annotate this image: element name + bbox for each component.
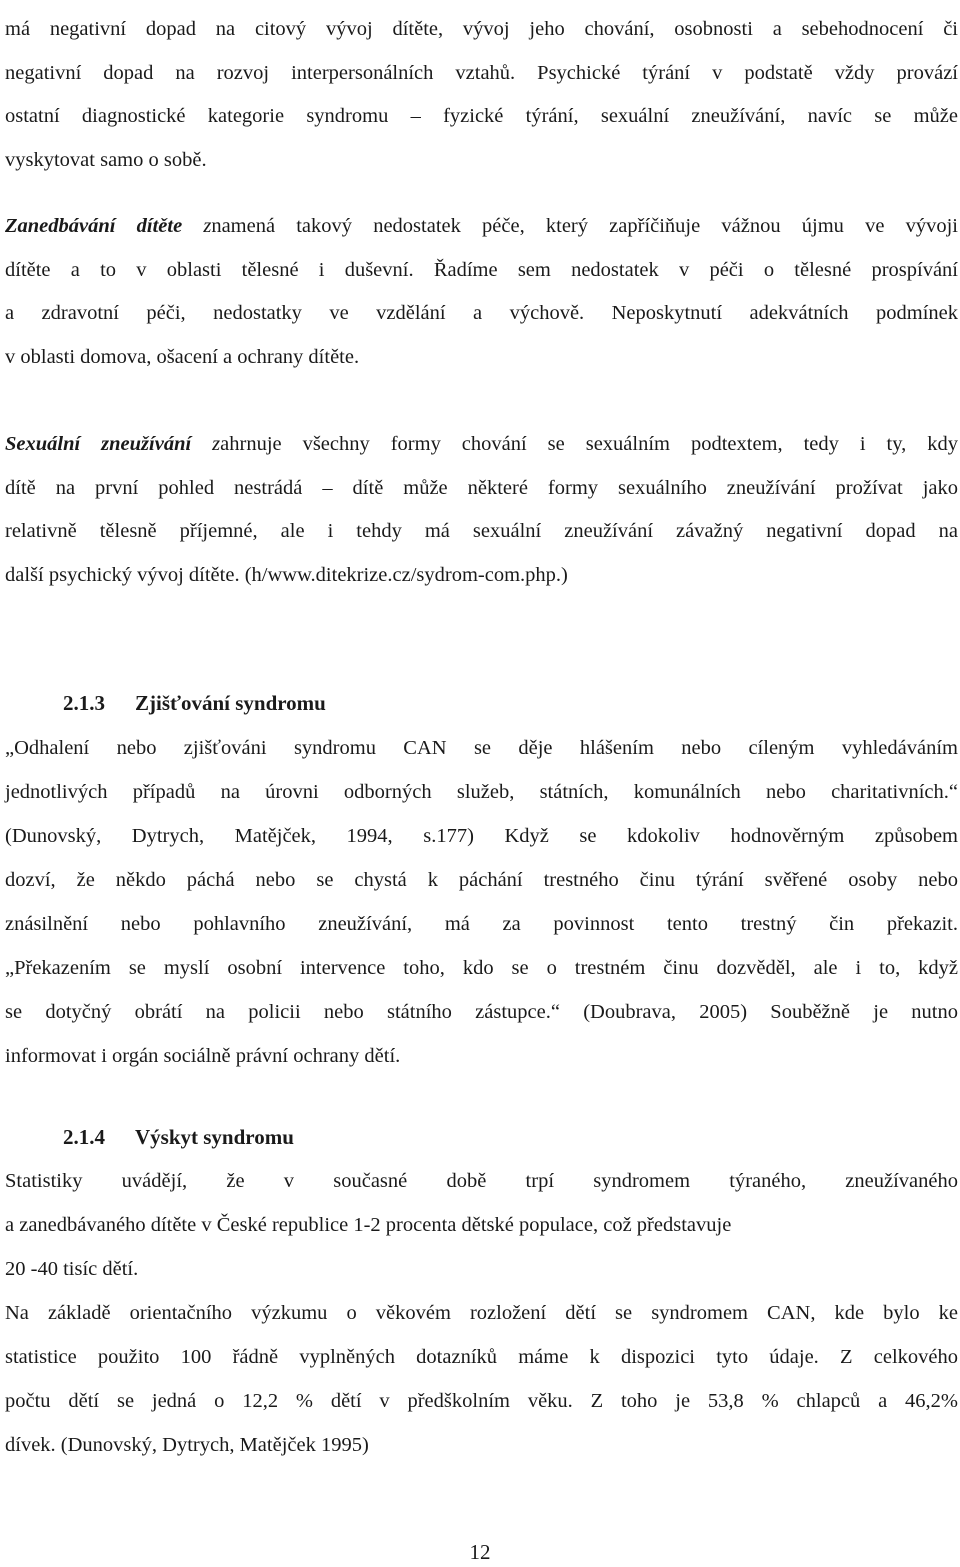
text-line: „Překazením se myslí osobní intervence toho, kdo se o trestném činu dozvěděl, ale i to, když <box>5 957 958 979</box>
text-line: další psychický vývoj dítěte. (h/www.ditekrize.cz/sydrom-com.php.) <box>5 563 568 586</box>
section-number: 2.1.4 <box>63 1125 105 1149</box>
italic-start: z <box>212 433 221 455</box>
text-line: ostatní diagnostické kategorie syndromu – fyzické týrání, sexuální zneužívání, navíc se může <box>5 105 958 127</box>
text-line: se dotyčný obrátí na policii nebo státního zástupce.“ (Doubrava, 2005) Souběžně je nutno <box>5 1001 958 1023</box>
text-line: relativně tělesně příjemné, ale i tehdy má sexuální zneužívání závažný negativní dopad na <box>5 520 958 542</box>
paragraph-psychic-abuse <box>5 8 958 182</box>
text-fragment: namená takový nedostatek péče, který zapříčiňuje vážnou újmu ve vývoji <box>211 215 958 237</box>
text-line: dívek. (Dunovský, Dytrych, Matějček 1995) <box>5 1434 369 1456</box>
section-heading-2-1-3 <box>63 691 326 716</box>
text-line: Statistiky uvádějí, že v současné době trpí syndromem týraného, zneužívaného <box>5 1170 958 1192</box>
paragraph-detection <box>5 726 958 1078</box>
text-line: a zdravotní péči, nedostatky ve vzdělání a výchově. Neposkytnutí adekvátních podmínek <box>5 302 958 324</box>
text-line: dozví, že někdo páchá nebo se chystá k páchání trestného činu týrání svěřené osoby nebo <box>5 869 958 891</box>
page-number: 12 <box>469 1540 491 1564</box>
text-line: v oblasti domova, ošacení a ochrany dítěte. <box>5 345 360 368</box>
paragraph-occurrence <box>5 1159 958 1467</box>
italic-start: z <box>203 215 212 237</box>
term-sexual-abuse: Sexuální zneužívání <box>5 433 192 455</box>
text-line: má negativní dopad na citový vývoj dítěte, vývoj jeho chování, osobnosti a sebehodnocení či <box>5 18 958 40</box>
section-number: 2.1.3 <box>63 691 105 715</box>
text-line: negativní dopad na rozvoj interpersonálních vztahů. Psychické týrání v podstatě vždy provází <box>5 61 958 84</box>
text-line: (Dunovský, Dytrych, Matějček, 1994, s.177) Když se kdokoliv hodnověrným způsobem <box>5 825 958 847</box>
section-heading-2-1-4 <box>63 1125 294 1150</box>
text-line <box>5 423 958 467</box>
text-line <box>5 205 958 249</box>
section-title: Zjišťování syndromu <box>135 691 326 715</box>
paragraph-neglect <box>5 205 958 379</box>
text-line: dítěte a to v oblasti tělesné i duševní. Řadíme sem nedostatek v péči o tělesné prospívání <box>5 258 958 281</box>
text-line: informovat i orgán sociálně právní ochrany dětí. <box>5 1045 401 1067</box>
section-title: Výskyt syndromu <box>135 1125 294 1149</box>
text-line: počtu dětí se jedná o 12,2 % dětí v předškolním věku. Z toho je 53,8 % chlapců a 46,2% <box>5 1390 958 1412</box>
text-line: vyskytovat samo o sobě. <box>5 148 207 171</box>
text-fragment: ahrnuje všechny formy chování se sexuálním podtextem, tedy i ty, kdy <box>220 433 958 455</box>
text-line: dítě na první pohled nestrádá – dítě může některé formy sexuálního zneužívání prožívat jako <box>5 476 958 499</box>
text-line: „Odhalení nebo zjišťováni syndromu CAN se děje hlášením nebo cíleným vyhledáváním <box>5 737 958 759</box>
text-line: Na základě orientačního výzkumu o věkovém rozložení dětí se syndromem CAN, kde bylo ke <box>5 1302 958 1324</box>
paragraph-sexual-abuse <box>5 423 958 597</box>
text-line: 20 -40 tisíc dětí. <box>5 1258 139 1280</box>
text-line: znásilnění nebo pohlavního zneužívání, má za povinnost tento trestný čin překazit. <box>5 913 958 935</box>
text-line: jednotlivých případů na úrovni odborných služeb, státních, komunálních nebo charitativních.“ <box>5 781 958 803</box>
text-line: a zanedbávaného dítěte v České republice 1-2 procenta dětské populace, což představuje <box>5 1214 732 1236</box>
term-neglect: Zanedbávání dítěte <box>5 215 183 237</box>
text-line: statistice použito 100 řádně vyplněných dotazníků máme k dispozici tyto údaje. Z celkového <box>5 1346 958 1368</box>
